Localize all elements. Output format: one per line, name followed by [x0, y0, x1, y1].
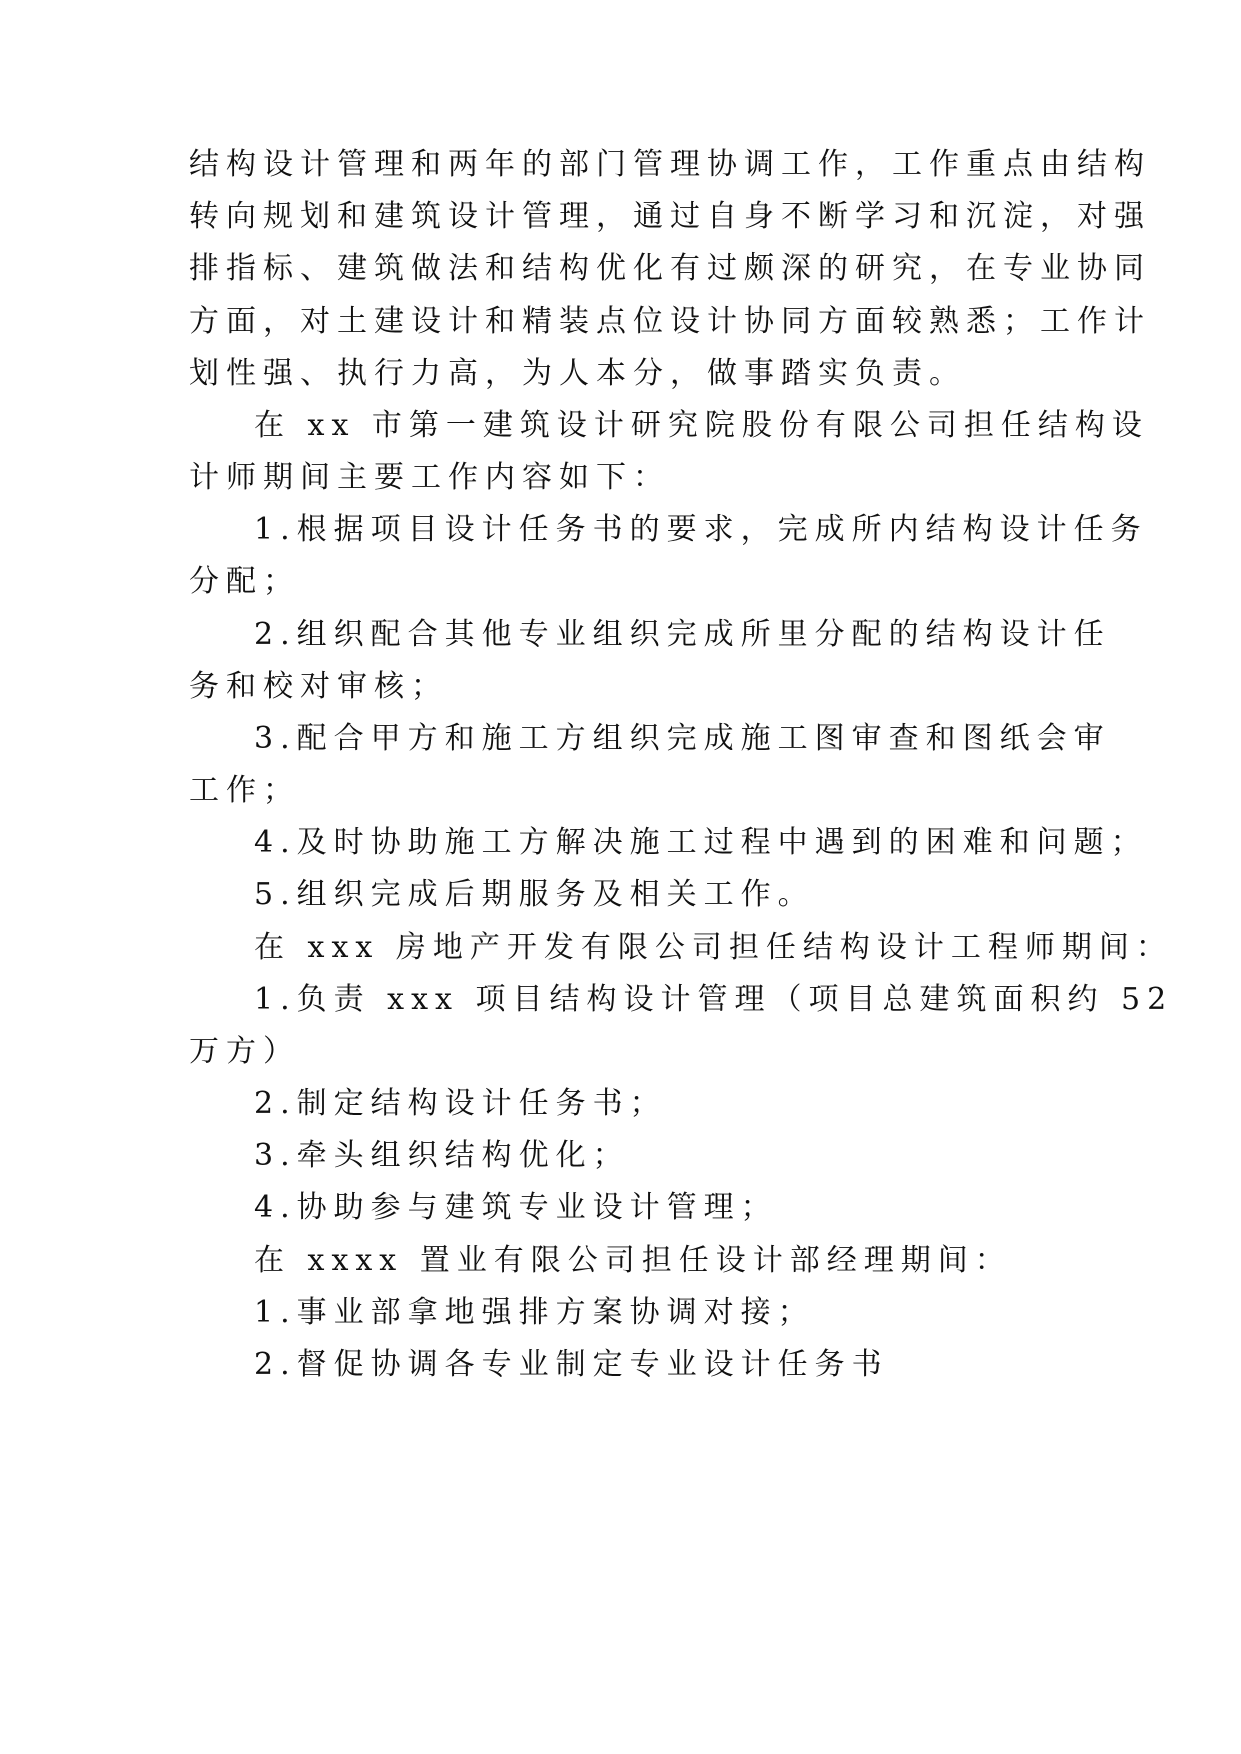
paragraph-line: 在 xx 市第一建筑设计研究院股份有限公司担任结构设	[254, 408, 1149, 443]
paragraph-line: 在 xxxx 置业有限公司担任设计部经理期间：	[254, 1243, 1012, 1278]
paragraph-line: 划性强、执行力高，为人本分，做事踏实负责。	[189, 356, 966, 391]
paragraph-line: 转向规划和建筑设计管理，通过自身不断学习和沉淀，对强	[189, 199, 1151, 234]
list-item-line: 2.督促协调各专业制定专业设计任务书	[254, 1347, 889, 1382]
paragraph-line: 计师期间主要工作内容如下：	[189, 460, 670, 495]
paragraph-line: 结构设计管理和两年的部门管理协调工作，工作重点由结构	[189, 147, 1151, 182]
list-item-line: 2.制定结构设计任务书；	[254, 1086, 667, 1121]
list-item-line: 1.负责 xxx 项目结构设计管理（项目总建筑面积约 52	[254, 982, 1174, 1017]
list-item-line: 2.组织配合其他专业组织完成所里分配的结构设计任	[254, 617, 1111, 652]
list-item-line: 1.根据项目设计任务书的要求，完成所内结构设计任务	[254, 512, 1148, 547]
list-item-line: 务和校对审核；	[189, 669, 448, 704]
list-item-line: 分配；	[189, 564, 300, 599]
paragraph-line: 方面，对土建设计和精装点位设计协同方面较熟悉；工作计	[189, 304, 1151, 339]
list-item-line: 3.牵头组织结构优化；	[254, 1138, 630, 1173]
list-item-line: 3.配合甲方和施工方组织完成施工图审查和图纸会审	[254, 721, 1111, 756]
paragraph-line: 排指标、建筑做法和结构优化有过颇深的研究，在专业协同	[189, 251, 1151, 286]
paragraph-line: 在 xxx 房地产开发有限公司担任结构设计工程师期间：	[254, 930, 1173, 965]
list-item-line: 4.及时协助施工方解决施工过程中遇到的困难和问题；	[254, 825, 1148, 860]
list-item-line: 1.事业部拿地强排方案协调对接；	[254, 1295, 815, 1330]
list-item-line: 工作；	[189, 773, 300, 808]
list-item-line: 万方）	[189, 1034, 300, 1069]
list-item-line: 4.协助参与建筑专业设计管理；	[254, 1190, 778, 1225]
list-item-line: 5.组织完成后期服务及相关工作。	[254, 877, 815, 912]
